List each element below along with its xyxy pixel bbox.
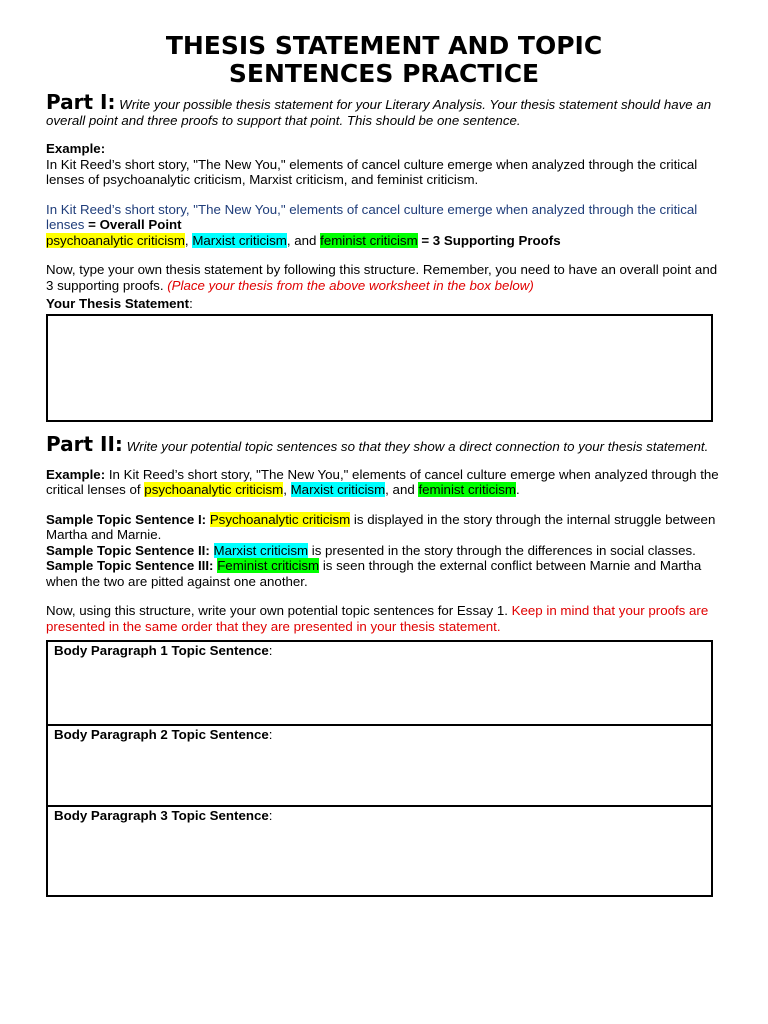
supporting-proofs-tag: = 3 Supporting Proofs	[417, 232, 561, 248]
part1-directions-red: (Place your thesis from the above worksheet in the box below)	[167, 277, 534, 293]
overall-point-text: In Kit Reed’s short story, "The New You," elements of cancel culture emerge when analyzed through the critical lenses	[46, 201, 698, 232]
example-comma: ,	[283, 482, 291, 497]
thesis-statement-box[interactable]	[46, 314, 713, 422]
body-paragraph-1-colon: :	[268, 643, 273, 658]
topic-sentence-table	[46, 640, 713, 897]
part1-example-label: Example:	[46, 141, 106, 156]
example-period: .	[515, 482, 520, 497]
part2-example-label: Example:	[46, 466, 106, 482]
example-and: , and	[385, 482, 419, 497]
part1-example-text: In Kit Reed’s short story, "The New You," elements of cancel culture emerge when analyzed through the critical lenses of psychoanalytic criticism, Marxist criticism, and feminist criticism.	[46, 156, 698, 187]
sample-2-label: Sample Topic Sentence II:	[46, 542, 210, 558]
body-paragraph-3-cell[interactable]	[47, 806, 712, 896]
part1-directions	[46, 262, 722, 293]
body-paragraph-2-cell[interactable]	[47, 725, 712, 806]
sample-3-text: is seen through the external conflict between Marnie and Martha when the two are pitted against one another.	[46, 558, 702, 589]
part2-label: Part II:	[46, 431, 123, 456]
sample-3-highlight: Feminist criticism	[217, 558, 320, 573]
table-row	[47, 806, 712, 896]
part1-breakdown	[46, 202, 722, 249]
part2-directions	[46, 603, 722, 634]
part2-instruction: Write your potential topic sentences so that they show a direct connection to your thesis statement.	[126, 438, 709, 454]
body-paragraph-1-cell[interactable]	[47, 641, 712, 725]
sample-1-label: Sample Topic Sentence I:	[46, 511, 207, 527]
proof-2-highlight: Marxist criticism	[192, 232, 287, 248]
example-proof-1-highlight: psychoanalytic criticism	[144, 482, 284, 497]
part2-heading	[46, 431, 722, 456]
separator-comma: ,	[184, 232, 193, 248]
title-line-2: SENTENCES PRACTICE	[228, 59, 540, 88]
thesis-box-label	[46, 296, 722, 312]
part1-instruction: Write your possible thesis statement for your Literary Analysis. Your thesis statement should have an overall point and three proofs to support that point. This should be one sentence.	[46, 97, 712, 128]
page-title	[46, 32, 722, 88]
sample-1-text: is displayed in the story through the internal struggle between Martha and Marnie.	[46, 511, 716, 542]
worksheet-page	[46, 32, 722, 897]
sample-2-highlight: Marxist criticism	[213, 542, 309, 558]
part1-heading	[46, 90, 722, 129]
sample-topic-sentence-2	[46, 543, 722, 559]
table-row	[47, 725, 712, 806]
sample-2-text: is presented in the story through the differences in social classes.	[308, 542, 696, 558]
body-paragraph-3-label: Body Paragraph 3 Topic Sentence	[54, 808, 269, 823]
part2-example-text: In Kit Reed’s short story, "The New You," elements of cancel culture emerge when analyzed through the critical lenses of	[46, 466, 719, 497]
example-proof-3-highlight: feminist criticism	[418, 482, 516, 497]
thesis-label-text: Your Thesis Statement	[46, 296, 190, 311]
overall-point-tag: = Overall Point	[84, 217, 182, 232]
separator-and: , and	[286, 232, 321, 248]
table-row	[47, 641, 712, 725]
sample-topic-sentence-3	[46, 558, 722, 589]
example-proof-2-highlight: Marxist criticism	[290, 482, 386, 497]
part1-label: Part I:	[46, 90, 116, 114]
body-paragraph-1-label: Body Paragraph 1 Topic Sentence	[54, 643, 269, 658]
sample-3-label: Sample Topic Sentence III:	[46, 558, 214, 573]
sample-topic-sentence-1	[46, 512, 722, 543]
part2-example	[46, 467, 722, 498]
part2-directions-red: Keep in mind that your proofs are presented in the same order that they are presented in your thesis statement.	[46, 603, 709, 634]
part1-directions-text: Now, type your own thesis statement by following this structure. Remember, you need to have an overall point and 3 supporting proofs.	[46, 262, 718, 293]
sample-1-highlight: Psychoanalytic criticism	[209, 511, 351, 527]
thesis-label-colon: :	[189, 296, 193, 311]
body-paragraph-2-colon: :	[268, 727, 273, 742]
title-line-1: THESIS STATEMENT AND TOPIC	[165, 31, 603, 60]
body-paragraph-3-colon: :	[268, 808, 273, 823]
body-paragraph-2-label: Body Paragraph 2 Topic Sentence	[54, 727, 269, 742]
proof-3-highlight: feminist criticism	[320, 232, 418, 248]
proof-1-highlight: psychoanalytic criticism	[46, 232, 185, 248]
part2-directions-text: Now, using this structure, write your own potential topic sentences for Essay 1.	[46, 603, 512, 618]
